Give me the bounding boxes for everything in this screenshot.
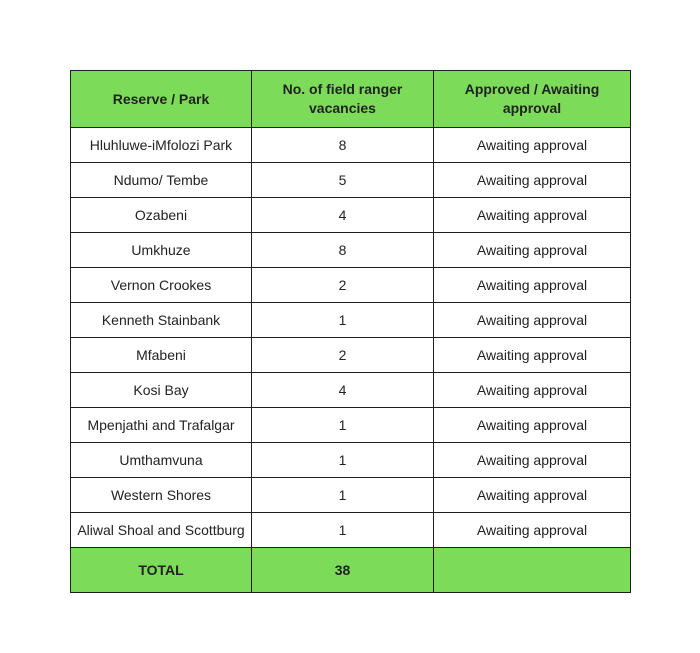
cell-reserve: Aliwal Shoal and Scottburg — [71, 513, 252, 548]
header-vacancies: No. of field ranger vacancies — [252, 71, 434, 128]
cell-reserve: Western Shores — [71, 478, 252, 513]
cell-reserve: Hluhluwe-iMfolozi Park — [71, 128, 252, 163]
cell-vacancies: 1 — [252, 443, 434, 478]
cell-reserve: Ndumo/ Tembe — [71, 163, 252, 198]
table-header-row — [71, 71, 631, 128]
table-row — [71, 268, 631, 303]
cell-vacancies: 1 — [252, 408, 434, 443]
cell-status: Awaiting approval — [434, 128, 631, 163]
table-row — [71, 198, 631, 233]
cell-status: Awaiting approval — [434, 513, 631, 548]
cell-status: Awaiting approval — [434, 408, 631, 443]
table-row — [71, 128, 631, 163]
cell-vacancies: 2 — [252, 338, 434, 373]
cell-status: Awaiting approval — [434, 163, 631, 198]
cell-reserve: Kenneth Stainbank — [71, 303, 252, 338]
table-row — [71, 338, 631, 373]
cell-vacancies: 1 — [252, 303, 434, 338]
total-value: 38 — [252, 548, 434, 593]
cell-reserve: Mpenjathi and Trafalgar — [71, 408, 252, 443]
table-row — [71, 478, 631, 513]
ranger-vacancies-table — [70, 70, 631, 593]
cell-reserve: Ozabeni — [71, 198, 252, 233]
cell-vacancies: 8 — [252, 233, 434, 268]
cell-vacancies: 4 — [252, 373, 434, 408]
total-label: TOTAL — [71, 548, 252, 593]
table-row — [71, 233, 631, 268]
cell-vacancies: 1 — [252, 513, 434, 548]
ranger-vacancies-table-container — [70, 70, 630, 593]
table-row — [71, 408, 631, 443]
header-reserve-park: Reserve / Park — [71, 71, 252, 128]
cell-reserve: Umkhuze — [71, 233, 252, 268]
cell-vacancies: 1 — [252, 478, 434, 513]
table-row — [71, 373, 631, 408]
table-row — [71, 303, 631, 338]
cell-vacancies: 8 — [252, 128, 434, 163]
cell-reserve: Kosi Bay — [71, 373, 252, 408]
cell-reserve: Vernon Crookes — [71, 268, 252, 303]
table-row — [71, 443, 631, 478]
cell-vacancies: 2 — [252, 268, 434, 303]
cell-reserve: Umthamvuna — [71, 443, 252, 478]
cell-status: Awaiting approval — [434, 198, 631, 233]
cell-status: Awaiting approval — [434, 373, 631, 408]
table-row — [71, 163, 631, 198]
cell-vacancies: 5 — [252, 163, 434, 198]
cell-vacancies: 4 — [252, 198, 434, 233]
cell-status: Awaiting approval — [434, 338, 631, 373]
cell-status: Awaiting approval — [434, 233, 631, 268]
cell-status: Awaiting approval — [434, 268, 631, 303]
cell-status: Awaiting approval — [434, 478, 631, 513]
table-row — [71, 513, 631, 548]
table-total-row — [71, 548, 631, 593]
cell-reserve: Mfabeni — [71, 338, 252, 373]
header-approval-status: Approved / Awaiting approval — [434, 71, 631, 128]
cell-status: Awaiting approval — [434, 443, 631, 478]
cell-status: Awaiting approval — [434, 303, 631, 338]
total-status — [434, 548, 631, 593]
